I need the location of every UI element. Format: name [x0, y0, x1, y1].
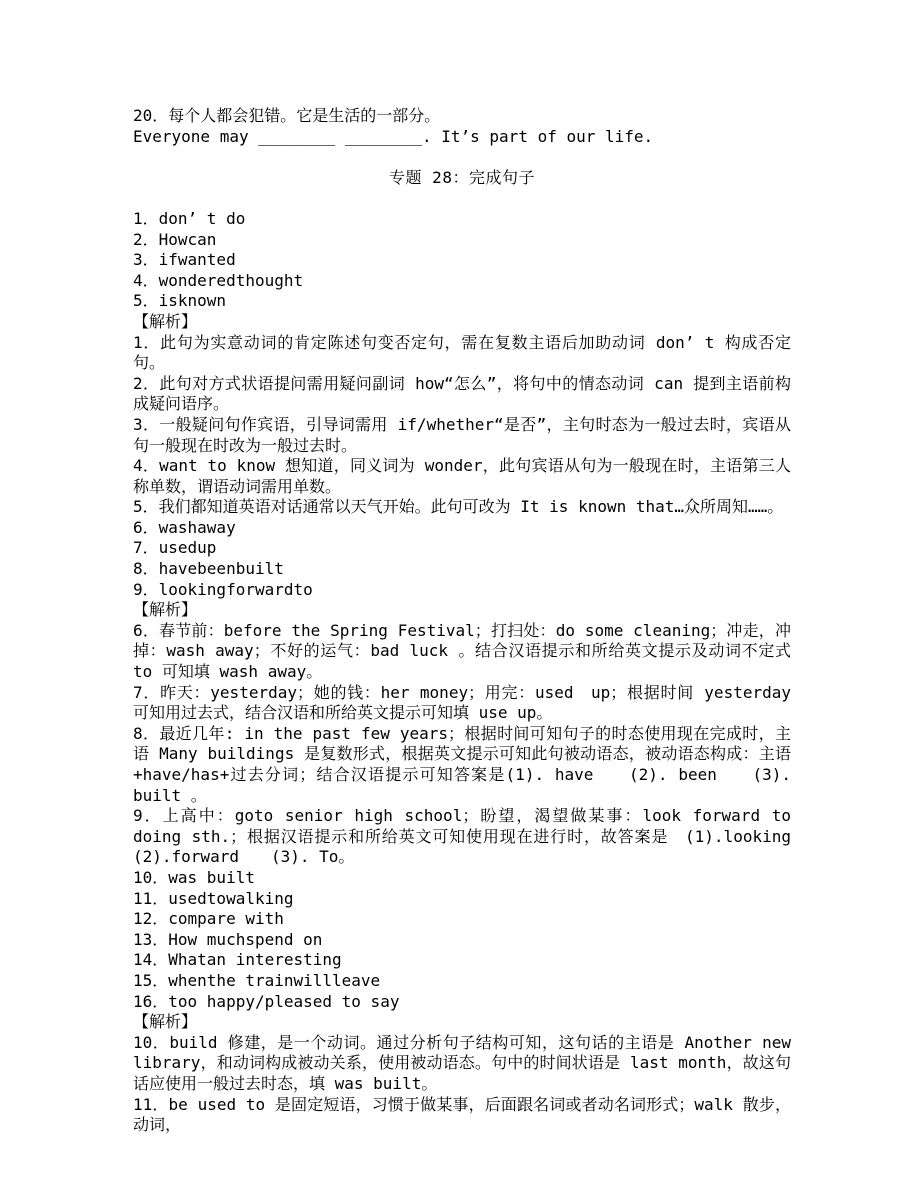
analysis-10: 10．build 修建，是一个动词。通过分析句子结构可知，这句话的主语是 Another new library，和动词构成被动关系，使用被动语态。句中的时间状语是 last month，故这句话应使用一般过去时态，填 was built。 — [133, 1032, 801, 1093]
answer-3: 3．ifwanted — [133, 250, 236, 270]
question-20-english: Everyone may ________ ________. It’s part of our life. — [133, 126, 654, 146]
answer-16: 16．too happy/pleased to say — [133, 991, 400, 1011]
answer-15: 15．whenthe trainwillleave — [133, 970, 381, 990]
analysis-7: 7．昨天：yesterday；她的钱：her money；用完：used up；根据时间 yesterday 可知用过去式，结合汉语和所给英文提示可知填 use up。 — [133, 682, 801, 723]
analysis-label: 【解析】 — [133, 600, 198, 620]
blank-line — [133, 188, 791, 209]
answer-12: 12．compare with — [133, 909, 284, 929]
analysis-5: 5．我们都知道英语对话通常以天气开始。此句可改为 It is known that…众所周知……。 — [133, 497, 784, 517]
analysis-label: 【解析】 — [133, 1012, 198, 1032]
analysis-2: 2．此句对方式状语提问需用疑问副词 how“怎么”，将句中的情态动词 can 提到主语前构成疑问语序。 — [133, 373, 791, 414]
section-title: 专题 28：完成句子 — [389, 167, 535, 187]
answer-8: 8．havebeenbuilt — [133, 559, 284, 579]
analysis-1: 1．此句为实意动词的肯定陈述句变否定句，需在复数主语后加助动词 don’ t 构成否定句。 — [133, 332, 791, 373]
analysis-6: 6．春节前：before the Spring Festival；打扫处：do some cleaning；冲走，冲掉：wash away；不好的运气：bad luck 。结合汉语提示和所给英文提示及动词不定式 to 可知填 wash away。 — [133, 620, 801, 682]
answer-11: 11．usedtowalking — [133, 888, 294, 908]
answer-4: 4．wonderedthought — [133, 270, 304, 290]
answer-14: 14．Whatan interesting — [133, 950, 342, 970]
question-20-chinese: 20．每个人都会犯错。它是生活的一部分。 — [133, 106, 441, 125]
analysis-label: 【解析】 — [133, 311, 198, 331]
analysis-4: 4．want to know 想知道，同义词为 wonder，此句宾语从句为一般现在时，主语第三人称单数，谓语动词需用单数。 — [133, 456, 791, 496]
answer-7: 7．usedup — [133, 538, 217, 558]
analysis-9: 9．上高中：goto senior high school；盼望，渴望做某事：look forward to doing sth.；根据汉语提示和所给英文可知使用现在进行时，故答案是 (1).looking (2).forward (3). To。 — [133, 806, 824, 867]
analysis-8: 8．最近几年: in the past few years；根据时间可知句子的时态使用现在完成时，主语 Many buildings 是复数形式，根据英文提示可知此句被动语态，被动语态构成：主语+have/has+过去分词；结合汉语提示可知答案是(1). have (2). been (3). built 。 — [133, 723, 801, 805]
blank-line — [133, 147, 791, 168]
analysis-3: 3．一般疑问句作宾语，引导词需用 if/whether“是否”，主句时态为一般过去时，宾语从句一般现在时改为一般过去时。 — [133, 414, 791, 455]
document-content — [133, 106, 824, 1136]
answer-1: 1．don’ t do — [133, 208, 246, 228]
answer-10: 10．was built — [133, 867, 255, 887]
answer-9: 9．lookingforwardto — [133, 579, 313, 599]
answer-6: 6．washaway — [133, 517, 236, 537]
answer-2: 2．Howcan — [133, 229, 217, 249]
analysis-11: 11．be used to 是固定短语，习惯于做某事，后面跟名词或者动名词形式；walk 散步，动词， — [133, 1094, 791, 1135]
answer-5: 5．isknown — [133, 291, 227, 311]
answer-13: 13．How muchspend on — [133, 929, 323, 949]
